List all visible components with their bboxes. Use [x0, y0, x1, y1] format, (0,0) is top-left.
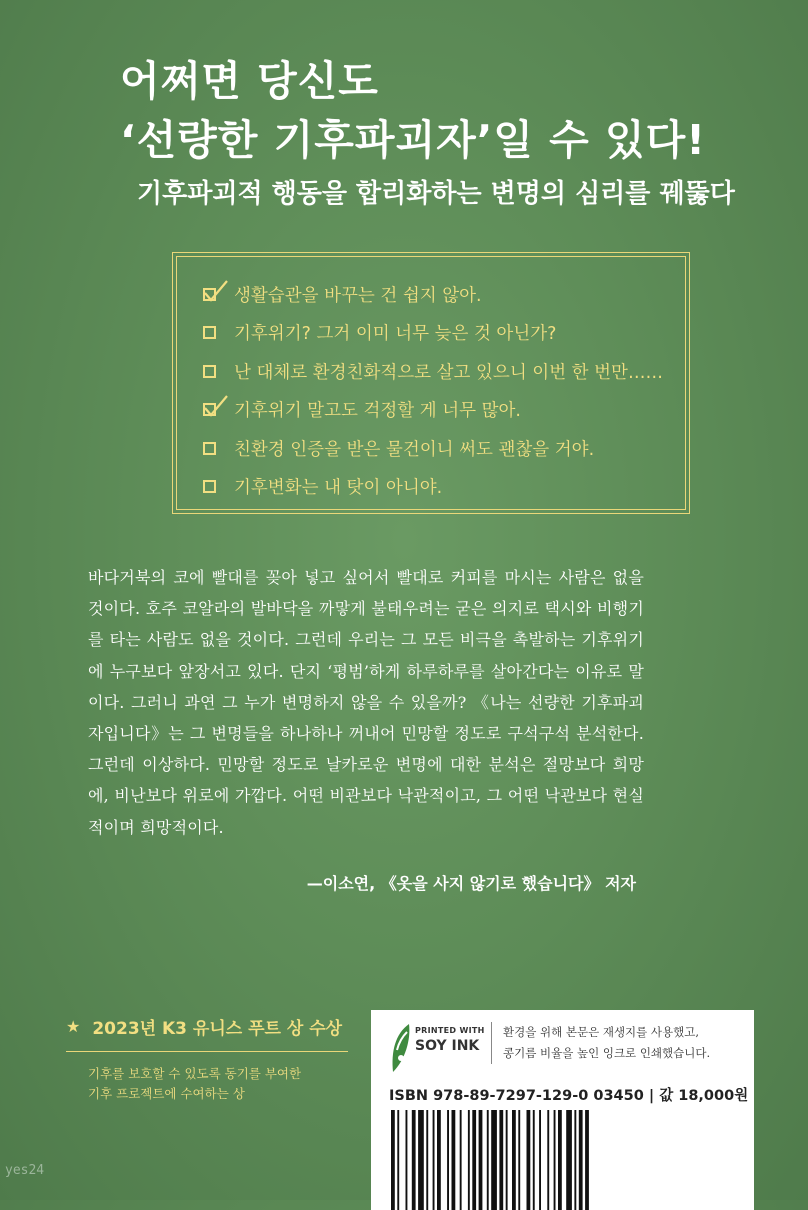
barcode: [389, 1110, 739, 1210]
blurb-attribution: —이소연, 《옷을 사지 않기로 했습니다》 저자: [306, 874, 636, 893]
blurb-paragraph: 바다거북의 코에 빨대를 꽂아 넣고 싶어서 빨대로 커피를 마시는 사람은 없을 것이다. 호주 코알라의 발바닥을 까맣게 불태우려는 굳은 의지로 택시와 비행기를 타는 사람도 없을 것이다. 그런데 우리는 그 모든 비극을 촉발하는 기후위기에 누구보다 앞장서고 있다. 단지 ‘평범’하게 하루하루를 살아간다는 이유로 말이다. 그러니 과연 그 누가 변명하지 않을 수 있을까? 《나는 선량한 기후파괴자입니다》는 그 변명들을 하나하나 꺼내어 민망할 정도로 구석구석 분석한다. 그런데 이상하다. 민망할 정도로 날카로운 변명에 대한 분석은 절망보다 희망에, 비난보다 위로에 가깝다. 어떤 비관보다 낙관적이고, 그 어떤 낙관보다 현실적이며 희망적이다.: [88, 568, 644, 837]
eco-note-line-2: 콩기름 비율을 높인 잉크로 인쇄했습니다.: [503, 1046, 711, 1060]
eco-note-line-1: 환경을 위해 본문은 재생지를 사용했고,: [503, 1025, 700, 1039]
page-label: yes24: [5, 1163, 45, 1178]
checklist-item: [203, 391, 685, 430]
award-description: [66, 1064, 348, 1104]
subheadline: 기후파괴적 행동을 합리화하는 변명의 심리를 꿰뚫다: [137, 179, 735, 209]
headline-line-1: 어쩌면 당신도: [120, 57, 379, 105]
checklist-item-text: 기후위기? 그거 이미 너무 늦은 것 아닌가?: [234, 324, 557, 345]
checkbox-icon: [203, 480, 216, 493]
award-title-row: [66, 1014, 348, 1052]
soy-leaf-icon: [389, 1020, 415, 1076]
checklist-inner-frame: [176, 256, 686, 510]
checked-box-icon: [203, 403, 216, 416]
checklist-item-text: 친환경 인증을 받은 물건이니 써도 괜찮을 거야.: [234, 439, 595, 460]
checkbox-icon: [203, 326, 216, 339]
checklist-item: [203, 314, 685, 353]
checklist-item-text: 기후위기 말고도 걱정할 게 너무 많아.: [234, 401, 521, 422]
isbn-panel: [371, 1010, 754, 1210]
soy-ink-big-text: SOY INK: [415, 1038, 480, 1054]
checklist-item: [203, 275, 685, 314]
checklist-item: [203, 352, 685, 391]
headline: [120, 52, 760, 170]
checkbox-icon: [203, 442, 216, 455]
soy-ink-small-text: PRINTED WITH: [415, 1026, 485, 1035]
soy-ink-logo: [389, 1020, 485, 1076]
checklist-item: [203, 429, 685, 468]
headline-line-2: ‘선량한 기후파괴자’일 수 있다!: [120, 116, 706, 164]
eco-note: [503, 1022, 710, 1064]
star-icon: ★: [66, 1017, 81, 1036]
checkbox-icon: [203, 365, 216, 378]
checklist-item: [203, 468, 685, 507]
checklist-item-text: 난 대체로 환경친화적으로 살고 있으니 이번 한 번만……: [234, 362, 663, 383]
checklist-box: [172, 252, 690, 514]
soy-ink-label: [415, 1026, 485, 1054]
award-block: [66, 1014, 348, 1104]
checked-box-icon: [203, 288, 216, 301]
award-desc-line-2: 기후 프로젝트에 수여하는 상: [88, 1086, 245, 1101]
award-title: 2023년 K3 유니스 푸트 상 수상: [92, 1019, 343, 1039]
panel-divider: [491, 1022, 492, 1064]
isbn-price-line: ISBN 978-89-7297-129-0 03450 | 값 18,000원: [389, 1088, 749, 1104]
checklist-item-text: 생활습관을 바꾸는 건 쉽지 않아.: [234, 285, 482, 306]
checklist-item-text: 기후변화는 내 탓이 아니야.: [234, 478, 443, 499]
award-desc-line-1: 기후를 보호할 수 있도록 동기를 부여한: [88, 1066, 302, 1081]
